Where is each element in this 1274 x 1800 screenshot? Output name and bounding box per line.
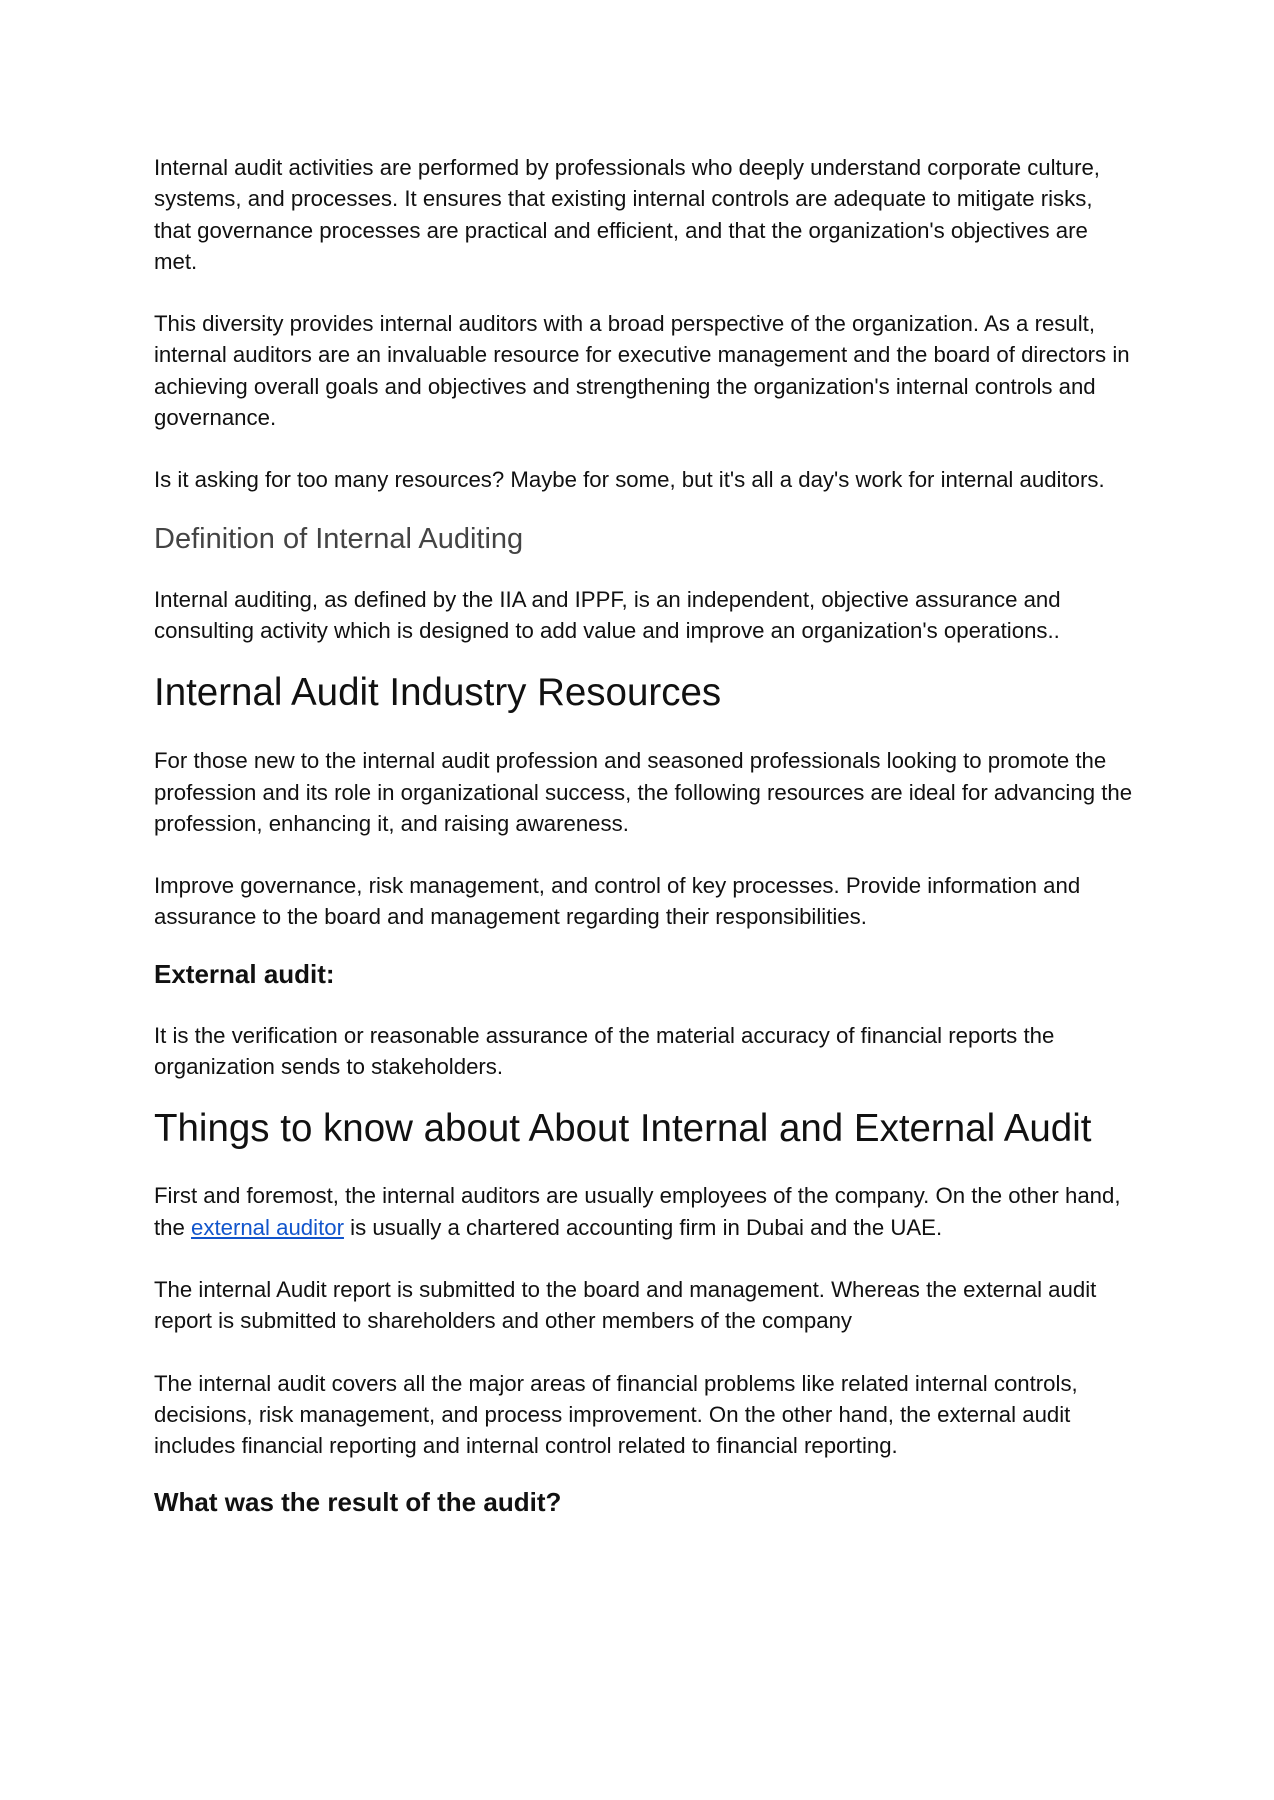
external-audit-heading: External audit: (154, 958, 335, 989)
external-audit-paragraph: It is the verification or reasonable assurance of the material accuracy of financial reports the organization sends to stakeholders. (154, 1022, 1055, 1080)
external-auditor-link[interactable]: external auditor (191, 1214, 344, 1240)
industry-resources-heading: Internal Audit Industry Resources (154, 671, 722, 715)
document-page (154, 152, 1134, 1519)
things-to-know-paragraph-1 (154, 1180, 1134, 1243)
definition-paragraph: Internal auditing, as defined by the IIA and IPPF, is an independent, objective assurance and consulting activity which is designed to add value and improve an organization's operations.. (154, 586, 1061, 643)
audit-result-heading: What was the result of the audit? (154, 1487, 562, 1518)
resources-question-paragraph: Is it asking for too many resources? Maybe for some, but it's all a day's work for internal auditors. (154, 467, 1105, 493)
definition-heading: Definition of Internal Auditing (154, 522, 524, 555)
paragraph-text-after-link: is usually a chartered accounting firm in Dubai and the UAE. (343, 1214, 943, 1240)
industry-resources-paragraph-2: Improve governance, risk management, and control of key processes. Provide information and assurance to the board and management regarding their responsibilities. (154, 873, 1081, 930)
intro-paragraph: Internal audit activities are performed by professionals who deeply understand corporate culture, systems, and processes. It ensures that existing internal controls are adequate to mitigate risks, that governance processes are practical and efficient, and that the organization's objectives are met. (154, 155, 1100, 274)
things-to-know-paragraph-2: The internal Audit report is submitted to the board and management. Whereas the external audit report is submitted to shareholders and other members of the company (154, 1276, 1097, 1334)
paragraph-text-before-link: First and foremost, the internal auditors are usually employees of the company. On the other hand, the (154, 1183, 1121, 1240)
things-to-know-paragraph-3: The internal audit covers all the major areas of financial problems like related internal controls, decisions, risk management, and process improvement. On the other hand, the external audit includes financial reporting and internal control related to financial reporting. (154, 1370, 1078, 1459)
things-to-know-heading: Things to know about About Internal and External Audit (154, 1107, 1092, 1151)
diversity-paragraph: This diversity provides internal auditors with a broad perspective of the organization. As a result, internal auditors are an invaluable resource for executive management and the board of directors in achieving overall goals and objectives and strengthening the organization's internal controls and governance. (154, 311, 1130, 431)
industry-resources-paragraph-1: For those new to the internal audit profession and seasoned professionals looking to promote the profession and its role in organizational success, the following resources are ideal for advancing the profession, enhancing it, and raising awareness. (154, 748, 1133, 836)
